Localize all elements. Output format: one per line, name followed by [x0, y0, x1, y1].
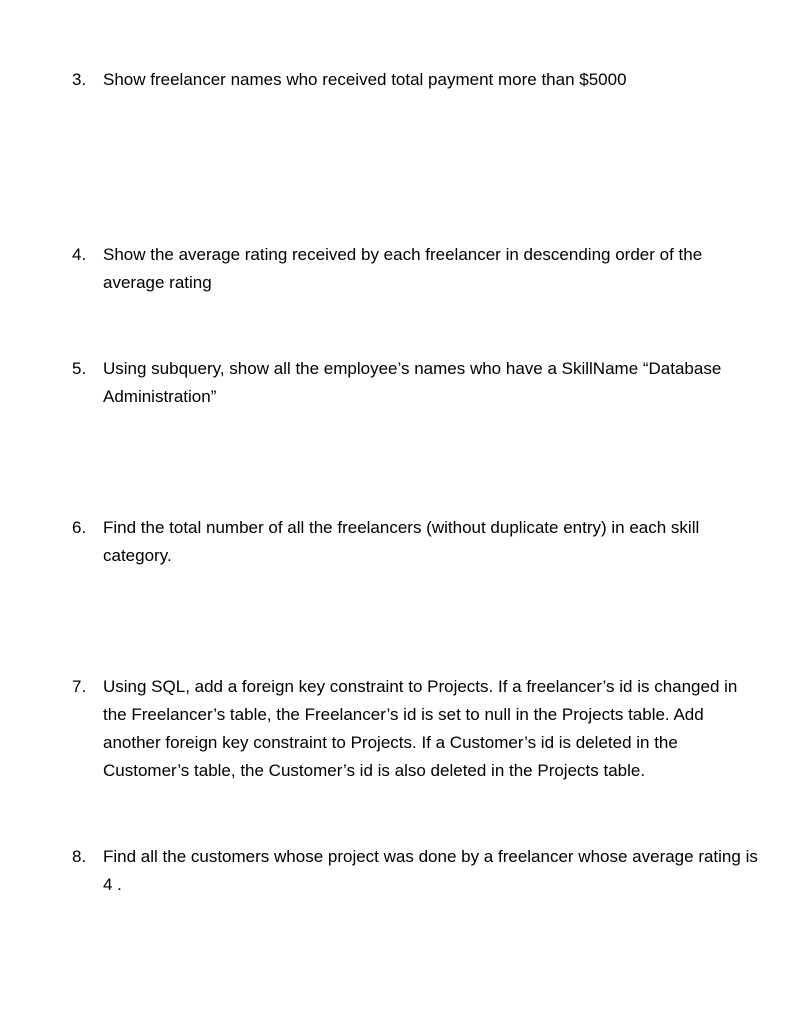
question-number: 6. — [72, 518, 87, 537]
question-number: 4. — [72, 245, 87, 264]
question-7 — [72, 673, 762, 785]
question-3 — [72, 66, 762, 94]
question-text: Show freelancer names who received total payment more than $5000 — [103, 70, 627, 89]
question-number: 3. — [72, 70, 87, 89]
question-text: Find all the customers whose project was done by a freelancer whose average rating is 4 . — [103, 847, 758, 894]
question-5 — [72, 355, 762, 411]
question-8 — [72, 843, 762, 899]
question-6 — [72, 514, 762, 570]
question-text: Find the total number of all the freelancers (without duplicate entry) in each skill category. — [103, 518, 700, 565]
question-number: 8. — [72, 847, 87, 866]
question-number: 5. — [72, 359, 87, 378]
question-text: Using subquery, show all the employee’s names who have a SkillName “Database Administration” — [103, 359, 722, 406]
question-text: Show the average rating received by each freelancer in descending order of the average rating — [103, 245, 703, 292]
question-number: 7. — [72, 677, 87, 696]
question-text: Using SQL, add a foreign key constraint to Projects. If a freelancer’s id is changed in the Freelancer’s table, the Freelancer’s id is set to null in the Projects table. Add another foreign key constraint to Projects. If a Customer’s id is deleted in the Customer’s table, the Customer’s id is also deleted in the Projects table. — [103, 677, 738, 780]
question-4 — [72, 241, 762, 297]
